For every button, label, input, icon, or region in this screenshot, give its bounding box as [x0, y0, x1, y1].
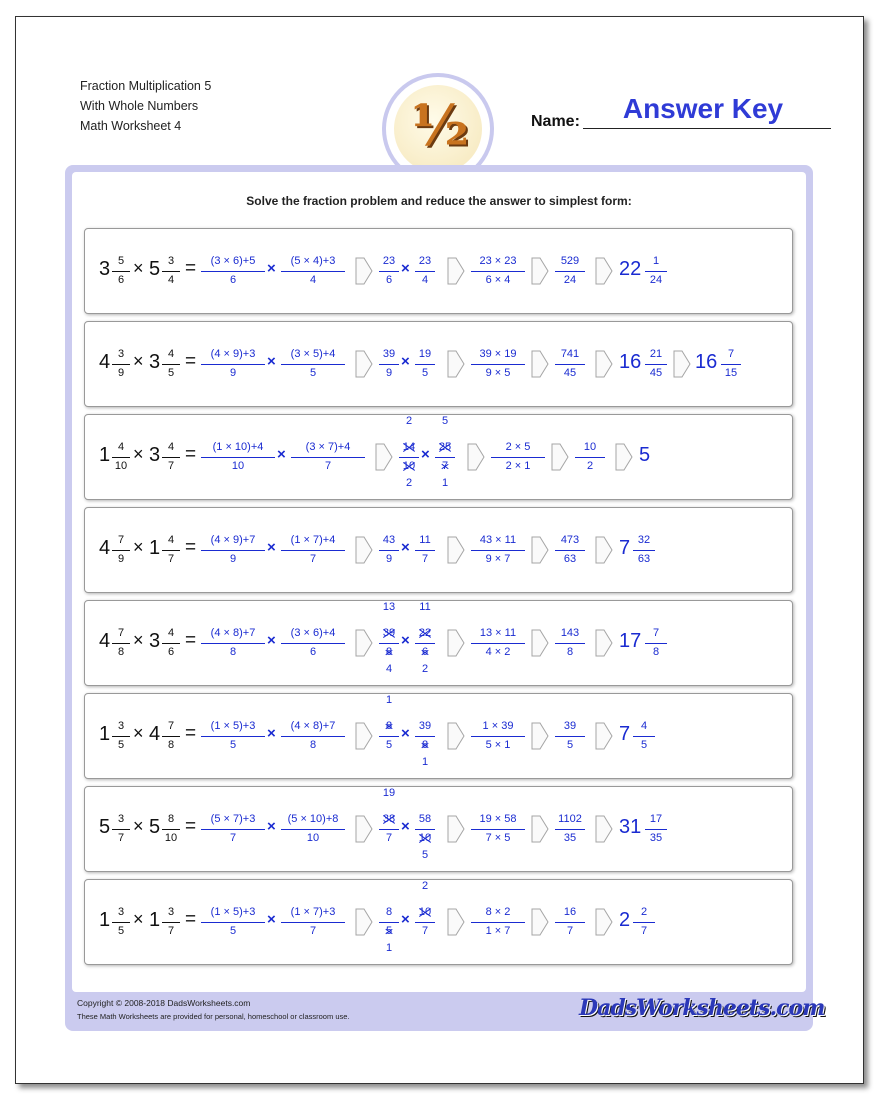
step-arrow-icon	[531, 350, 549, 378]
answer-fraction-numerator: 21	[649, 348, 663, 360]
product-fraction-numerator: 2 × 5	[505, 441, 531, 453]
product-fraction-denominator: 9 × 7	[485, 553, 511, 565]
cancel-numerator-2: 11	[419, 601, 431, 613]
expansion-fraction-2-numerator: (1 × 7)+4	[290, 534, 336, 546]
times-sign: ×	[133, 816, 144, 836]
improper-fraction-2-denominator: 8	[421, 739, 429, 751]
times-sign-blue: ×	[401, 353, 410, 370]
step-arrow-icon	[531, 908, 549, 936]
times-sign: ×	[133, 351, 144, 371]
product-fraction-numerator: 43 × 11	[479, 534, 517, 546]
result-fraction-denominator: 45	[563, 367, 577, 379]
improper-fraction-1-numerator: 39	[382, 348, 396, 360]
times-sign-blue: ×	[421, 446, 430, 463]
expansion-fraction-2-denominator: 7	[324, 460, 332, 472]
improper-fraction-1-numerator: 23	[382, 255, 396, 267]
expansion-fraction-1-denominator: 9	[229, 553, 237, 565]
expansion-fraction-1-denominator: 10	[231, 460, 245, 472]
product-fraction-denominator: 9 × 5	[485, 367, 511, 379]
logo-badge	[394, 85, 482, 173]
product-fraction-numerator: 23 × 23	[479, 255, 517, 267]
improper-fraction-2-numerator: 39	[418, 720, 432, 732]
equals-sign: =	[185, 444, 197, 465]
step-arrow-icon	[531, 629, 549, 657]
mixed-number-2-fraction-numerator: 3	[167, 255, 175, 267]
cancel-numerator-2: 2	[421, 880, 429, 892]
times-sign-blue: ×	[277, 446, 286, 463]
times-sign: ×	[133, 258, 144, 278]
mixed-number-2-fraction-denominator: 5	[167, 367, 175, 379]
product-fraction-denominator: 7 × 5	[485, 832, 511, 844]
equals-sign: =	[185, 723, 197, 744]
improper-fraction-2-numerator: 23	[418, 255, 432, 267]
answer-fraction-numerator: 17	[649, 813, 663, 825]
result-fraction-denominator: 8	[566, 646, 574, 658]
mixed-number-2-whole: 1	[149, 537, 161, 559]
mixed-number-2-fraction-denominator: 4	[167, 274, 175, 286]
times-sign-blue: ×	[267, 725, 276, 742]
expansion-fraction-2-numerator: (1 × 7)+3	[290, 906, 336, 918]
mixed-number-2-whole: 4	[149, 723, 161, 745]
result-fraction-numerator: 143	[560, 627, 580, 639]
improper-fraction-2-denominator: 7	[421, 553, 429, 565]
step-arrow-icon	[595, 722, 613, 750]
mixed-number-1-fraction-numerator: 3	[117, 720, 125, 732]
step-arrow-icon	[447, 722, 465, 750]
problem-row	[84, 414, 793, 500]
step-arrow-icon	[615, 443, 633, 471]
result-fraction-numerator: 473	[560, 534, 580, 546]
problem-row	[84, 600, 793, 686]
mixed-number-1-fraction-denominator: 8	[117, 646, 125, 658]
cancel-numerator-1: 2	[405, 415, 413, 427]
mixed-number-2-fraction-denominator: 7	[167, 460, 175, 472]
answer-whole: 16	[619, 351, 642, 373]
step-arrow-icon	[531, 257, 549, 285]
times-sign: ×	[133, 723, 144, 743]
step-arrow-icon	[595, 629, 613, 657]
mixed-number-2-whole: 1	[149, 909, 161, 931]
mixed-number-1-fraction-numerator: 3	[117, 348, 125, 360]
cancel-numerator-2: 5	[441, 415, 449, 427]
step-arrow-icon	[447, 629, 465, 657]
product-fraction-denominator: 2 × 1	[505, 460, 531, 472]
mixed-number-2-fraction-denominator: 6	[167, 646, 175, 658]
step-arrow-icon	[595, 908, 613, 936]
expansion-fraction-1-numerator: (1 × 10)+4	[212, 441, 264, 453]
expansion-fraction-2-denominator: 7	[309, 925, 317, 937]
dadsworksheets-logo[interactable]: DadsWorksheets.com	[579, 995, 825, 1021]
answer-fraction-numerator: 4	[640, 720, 648, 732]
times-sign: ×	[133, 909, 144, 929]
result-fraction-numerator: 39	[563, 720, 577, 732]
simplified-answer-fraction-numerator: 7	[727, 348, 735, 360]
answer-fraction-denominator: 35	[649, 832, 663, 844]
answer-fraction-denominator: 8	[652, 646, 660, 658]
times-sign-blue: ×	[267, 632, 276, 649]
worksheet-title-line-2: With Whole Numbers	[80, 99, 199, 113]
usage-note: These Math Worksheets are provided for personal, homeschool or classroom use.	[77, 1012, 350, 1021]
mixed-number-2-fraction-denominator: 8	[167, 739, 175, 751]
problem-row	[84, 786, 793, 872]
mixed-number-1-fraction-denominator: 10	[114, 460, 128, 472]
expansion-fraction-2-denominator: 10	[306, 832, 320, 844]
expansion-fraction-1-denominator: 8	[229, 646, 237, 658]
expansion-fraction-1-numerator: (4 × 9)+3	[210, 348, 256, 360]
mixed-number-1-whole: 4	[99, 537, 111, 559]
improper-fraction-1-numerator: 38	[382, 813, 396, 825]
mixed-number-1-fraction-denominator: 5	[117, 925, 125, 937]
mixed-number-2-fraction-numerator: 4	[167, 441, 175, 453]
improper-fraction-1-denominator: 10	[402, 460, 416, 472]
step-arrow-icon	[531, 536, 549, 564]
step-arrow-icon	[531, 815, 549, 843]
expansion-fraction-1-numerator: (3 × 6)+5	[210, 255, 256, 267]
step-arrow-icon	[447, 908, 465, 936]
improper-fraction-1-denominator: 6	[385, 274, 393, 286]
improper-fraction-2-numerator: 11	[419, 534, 431, 546]
simplified-answer-fraction-denominator: 15	[724, 367, 738, 379]
step-arrow-icon	[355, 722, 373, 750]
step-arrow-icon	[355, 257, 373, 285]
mixed-number-2-whole: 3	[149, 444, 161, 466]
step-arrow-icon	[355, 815, 373, 843]
worksheet-page	[15, 16, 864, 1084]
improper-fraction-2-denominator: 7	[441, 460, 449, 472]
mixed-number-1-fraction-numerator: 3	[117, 906, 125, 918]
product-fraction-denominator: 4 × 2	[485, 646, 511, 658]
answer-fraction-numerator: 2	[640, 906, 648, 918]
product-fraction-numerator: 1 × 39	[482, 720, 514, 732]
improper-fraction-2-denominator: 5	[421, 367, 429, 379]
expansion-fraction-1-numerator: (5 × 7)+3	[210, 813, 256, 825]
answer-key-title: Answer Key	[622, 93, 784, 124]
expansion-fraction-2-numerator: (5 × 10)+8	[287, 813, 339, 825]
step-arrow-icon	[447, 815, 465, 843]
answer-whole: 7	[619, 723, 631, 745]
expansion-fraction-2-denominator: 6	[309, 646, 317, 658]
expansion-fraction-2-numerator: (3 × 7)+4	[305, 441, 351, 453]
cancel-numerator-1: 13	[382, 601, 396, 613]
times-sign: ×	[133, 630, 144, 650]
problem-row	[84, 321, 793, 407]
cancel-numerator-1: 1	[385, 694, 393, 706]
improper-fraction-2-numerator: 22	[418, 627, 432, 639]
expansion-fraction-1-numerator: (4 × 8)+7	[210, 627, 256, 639]
answer-fraction-denominator: 5	[640, 739, 648, 751]
result-fraction-numerator: 16	[563, 906, 577, 918]
mixed-number-2-whole: 3	[149, 630, 161, 652]
mixed-number-2-fraction-denominator: 10	[164, 832, 178, 844]
cancel-denominator-1: 1	[385, 942, 393, 954]
improper-fraction-2-numerator: 10	[418, 906, 432, 918]
step-arrow-icon	[595, 350, 613, 378]
mixed-number-2-whole: 5	[149, 258, 161, 280]
mixed-number-1-fraction-numerator: 7	[117, 534, 125, 546]
mixed-number-2-fraction-numerator: 3	[167, 906, 175, 918]
mixed-number-2-fraction-denominator: 7	[167, 925, 175, 937]
expansion-fraction-2-denominator: 5	[309, 367, 317, 379]
product-fraction-numerator: 39 × 19	[479, 348, 517, 360]
cancel-denominator-2: 5	[421, 849, 429, 861]
step-arrow-icon	[447, 350, 465, 378]
times-sign-blue: ×	[401, 260, 410, 277]
expansion-fraction-1-denominator: 7	[229, 832, 237, 844]
step-arrow-icon	[595, 257, 613, 285]
result-fraction-denominator: 35	[563, 832, 577, 844]
name-label: Name:	[531, 113, 580, 130]
mixed-number-2-fraction-numerator: 4	[167, 534, 175, 546]
improper-fraction-1-denominator: 5	[385, 925, 393, 937]
step-arrow-icon	[355, 350, 373, 378]
cancel-numerator-1: 19	[382, 787, 396, 799]
mixed-number-1-fraction-numerator: 4	[117, 441, 125, 453]
mixed-number-1-fraction-denominator: 9	[117, 553, 125, 565]
expansion-fraction-2-denominator: 7	[309, 553, 317, 565]
answer-whole: 31	[619, 816, 642, 838]
mixed-number-1-whole: 1	[99, 444, 111, 466]
improper-fraction-2-numerator: 25	[438, 441, 452, 453]
improper-fraction-2-denominator: 7	[421, 925, 429, 937]
answer-whole: 17	[619, 630, 642, 652]
copyright-text: Copyright © 2008-2018 DadsWorksheets.com	[77, 998, 251, 1008]
cancel-denominator-1: 4	[385, 663, 393, 675]
mixed-number-1-fraction-denominator: 5	[117, 739, 125, 751]
improper-fraction-1-denominator: 5	[385, 739, 393, 751]
improper-fraction-1-numerator: 39	[382, 627, 396, 639]
step-arrow-icon	[595, 536, 613, 564]
improper-fraction-1-numerator: 14	[402, 441, 416, 453]
times-sign-blue: ×	[267, 260, 276, 277]
mixed-number-1-whole: 4	[99, 351, 111, 373]
expansion-fraction-2-numerator: (3 × 6)+4	[290, 627, 336, 639]
mixed-number-2-fraction-numerator: 7	[167, 720, 175, 732]
mixed-number-2-whole: 3	[149, 351, 161, 373]
equals-sign: =	[185, 537, 197, 558]
times-sign-blue: ×	[401, 911, 410, 928]
product-fraction-denominator: 1 × 7	[485, 925, 511, 937]
improper-fraction-2-denominator: 4	[421, 274, 429, 286]
product-fraction-numerator: 13 × 11	[479, 627, 517, 639]
result-fraction-denominator: 24	[563, 274, 577, 286]
answer-whole: 7	[619, 537, 631, 559]
cancel-denominator-1: 2	[405, 477, 413, 489]
step-arrow-icon	[467, 443, 485, 471]
equals-sign: =	[185, 909, 197, 930]
product-fraction-denominator: 5 × 1	[485, 739, 511, 751]
answer-whole: 22	[619, 258, 642, 280]
expansion-fraction-1-numerator: (1 × 5)+3	[210, 906, 256, 918]
equals-sign: =	[185, 630, 197, 651]
answer-fraction-denominator: 45	[649, 367, 663, 379]
result-fraction-numerator: 741	[560, 348, 580, 360]
expansion-fraction-1-numerator: (4 × 9)+7	[210, 534, 256, 546]
result-fraction-denominator: 5	[566, 739, 574, 751]
answer-whole: 2	[619, 909, 631, 931]
improper-fraction-2-numerator: 19	[418, 348, 432, 360]
product-fraction-numerator: 19 × 58	[479, 813, 517, 825]
mixed-number-1-whole: 5	[99, 816, 111, 838]
step-arrow-icon	[355, 536, 373, 564]
expansion-fraction-1-denominator: 6	[229, 274, 237, 286]
step-arrow-icon	[531, 722, 549, 750]
step-arrow-icon	[355, 908, 373, 936]
times-sign-blue: ×	[267, 911, 276, 928]
result-fraction-denominator: 7	[566, 925, 574, 937]
improper-fraction-1-numerator: 8	[385, 720, 393, 732]
mixed-number-2-fraction-numerator: 8	[167, 813, 175, 825]
answer-whole: 5	[639, 444, 651, 466]
improper-fraction-2-denominator: 10	[418, 832, 432, 844]
instructions: Solve the fraction problem and reduce the answer to simplest form:	[246, 194, 632, 208]
improper-fraction-2-numerator: 58	[418, 813, 432, 825]
problem-row	[84, 879, 793, 965]
mixed-number-1-fraction-numerator: 3	[117, 813, 125, 825]
result-fraction-numerator: 1102	[558, 813, 582, 825]
problems-panel	[65, 165, 825, 1031]
times-sign-blue: ×	[267, 818, 276, 835]
expansion-fraction-1-denominator: 5	[229, 925, 237, 937]
mixed-number-1-whole: 1	[99, 909, 111, 931]
product-fraction-numerator: 8 × 2	[485, 906, 511, 918]
step-arrow-icon	[355, 629, 373, 657]
answer-fraction-numerator: 7	[652, 627, 660, 639]
mixed-number-1-fraction-denominator: 9	[117, 367, 125, 379]
step-arrow-icon	[673, 350, 691, 378]
expansion-fraction-1-numerator: (1 × 5)+3	[210, 720, 256, 732]
improper-fraction-1-denominator: 9	[385, 553, 393, 565]
answer-fraction-denominator: 63	[637, 553, 651, 565]
improper-fraction-1-numerator: 8	[385, 906, 393, 918]
one-half-icon: ½	[410, 93, 466, 159]
problems-area	[72, 172, 806, 992]
equals-sign: =	[185, 351, 197, 372]
equals-sign: =	[185, 816, 197, 837]
problem-row	[84, 693, 793, 779]
step-arrow-icon	[595, 815, 613, 843]
answer-fraction-denominator: 24	[649, 274, 663, 286]
mixed-number-2-fraction-denominator: 7	[167, 553, 175, 565]
improper-fraction-2-denominator: 6	[421, 646, 429, 658]
mixed-number-2-whole: 5	[149, 816, 161, 838]
times-sign-blue: ×	[401, 818, 410, 835]
improper-fraction-1-denominator: 9	[385, 367, 393, 379]
step-arrow-icon	[447, 257, 465, 285]
times-sign: ×	[133, 537, 144, 557]
times-sign-blue: ×	[401, 632, 410, 649]
mixed-number-1-fraction-numerator: 7	[117, 627, 125, 639]
simplified-answer-whole: 16	[695, 351, 718, 373]
times-sign-blue: ×	[267, 353, 276, 370]
answer-fraction-numerator: 32	[637, 534, 651, 546]
result-fraction-numerator: 529	[560, 255, 580, 267]
times-sign-blue: ×	[267, 539, 276, 556]
expansion-fraction-2-denominator: 8	[309, 739, 317, 751]
problem-row	[84, 507, 793, 593]
improper-fraction-1-denominator: 7	[385, 832, 393, 844]
result-fraction-numerator: 10	[583, 441, 597, 453]
worksheet-title-line-3: Math Worksheet 4	[80, 119, 182, 133]
mixed-number-1-whole: 3	[99, 258, 111, 280]
mixed-number-1-fraction-denominator: 6	[117, 274, 125, 286]
times-sign-blue: ×	[401, 725, 410, 742]
step-arrow-icon	[551, 443, 569, 471]
step-arrow-icon	[447, 536, 465, 564]
mixed-number-2-fraction-numerator: 4	[167, 348, 175, 360]
mixed-number-1-whole: 1	[99, 723, 111, 745]
improper-fraction-1-denominator: 8	[385, 646, 393, 658]
expansion-fraction-2-numerator: (4 × 8)+7	[290, 720, 336, 732]
mixed-number-2-fraction-numerator: 4	[167, 627, 175, 639]
times-sign: ×	[133, 444, 144, 464]
mixed-number-1-whole: 4	[99, 630, 111, 652]
result-fraction-denominator: 2	[586, 460, 594, 472]
expansion-fraction-2-numerator: (3 × 5)+4	[290, 348, 336, 360]
improper-fraction-1-numerator: 43	[382, 534, 396, 546]
problem-row	[84, 228, 793, 314]
product-fraction-denominator: 6 × 4	[485, 274, 511, 286]
expansion-fraction-1-denominator: 5	[229, 739, 237, 751]
equals-sign: =	[185, 258, 197, 279]
name-field-line[interactable]	[583, 128, 831, 129]
times-sign-blue: ×	[401, 539, 410, 556]
mixed-number-1-fraction-numerator: 5	[117, 255, 125, 267]
cancel-denominator-2: 2	[421, 663, 429, 675]
worksheet-title-line-1: Fraction Multiplication 5	[80, 79, 212, 93]
result-fraction-denominator: 63	[563, 553, 577, 565]
step-arrow-icon	[375, 443, 393, 471]
cancel-denominator-2: 1	[421, 756, 429, 768]
cancel-denominator-2: 1	[441, 477, 449, 489]
answer-fraction-numerator: 1	[652, 255, 660, 267]
expansion-fraction-1-denominator: 9	[229, 367, 237, 379]
expansion-fraction-2-numerator: (5 × 4)+3	[290, 255, 336, 267]
mixed-number-1-fraction-denominator: 7	[117, 832, 125, 844]
expansion-fraction-2-denominator: 4	[309, 274, 317, 286]
answer-fraction-denominator: 7	[640, 925, 648, 937]
